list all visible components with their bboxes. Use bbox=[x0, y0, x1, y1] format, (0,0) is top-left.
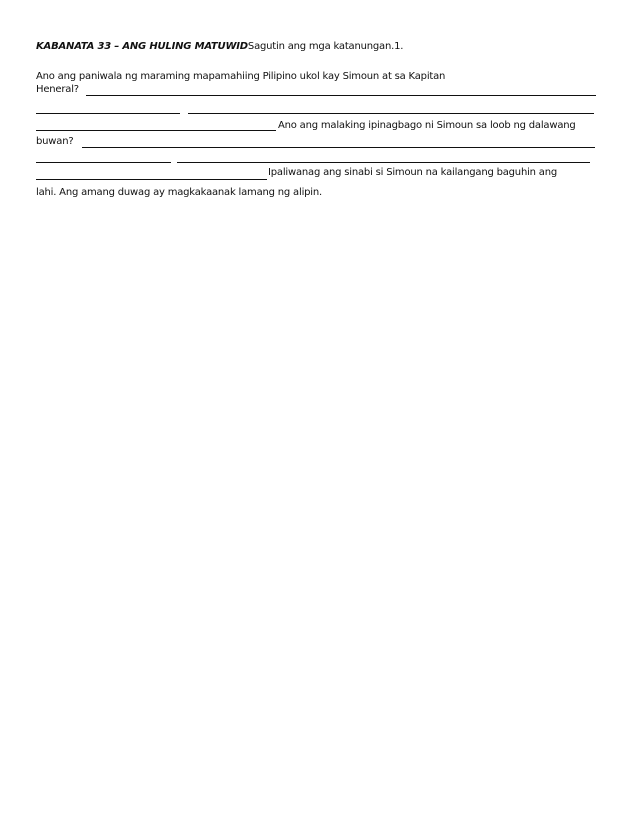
question-2-continuation: buwan? bbox=[36, 136, 74, 147]
chapter-title: KABANATA 33 – ANG HULING MATUWID bbox=[36, 41, 248, 52]
answer-blank-1b[interactable] bbox=[36, 113, 180, 114]
answer-blank-2a[interactable] bbox=[82, 147, 595, 148]
answer-blank-1d[interactable] bbox=[36, 130, 276, 131]
question-2-line-2 bbox=[36, 136, 73, 148]
answer-blank-2c[interactable] bbox=[177, 162, 590, 163]
question-3-line-1: Ipaliwanag ang sinabi si Simoun na kailangang baguhin ang bbox=[268, 167, 557, 178]
question-1-continuation: Heneral? bbox=[36, 84, 79, 95]
answer-blank-2b[interactable] bbox=[36, 162, 171, 163]
question-2-line-1: Ano ang malaking ipinagbago ni Simoun sa loob ng dalawang bbox=[278, 120, 576, 131]
answer-blank-2d[interactable] bbox=[36, 179, 267, 180]
question-1-line-1: Ano ang paniwala ng maraming mapamahiing Pilipino ukol kay Simoun at sa Kapitan bbox=[36, 71, 446, 82]
question-3-line-2: lahi. Ang amang duwag ay magkakaanak lamang ng alipin. bbox=[36, 187, 322, 198]
answer-blank-1a[interactable] bbox=[86, 95, 596, 96]
title-line bbox=[36, 41, 403, 53]
instruction-text: Sagutin ang mga katanungan.1. bbox=[247, 41, 404, 52]
answer-blank-1c[interactable] bbox=[188, 113, 594, 114]
question-1-line-2 bbox=[36, 84, 79, 96]
